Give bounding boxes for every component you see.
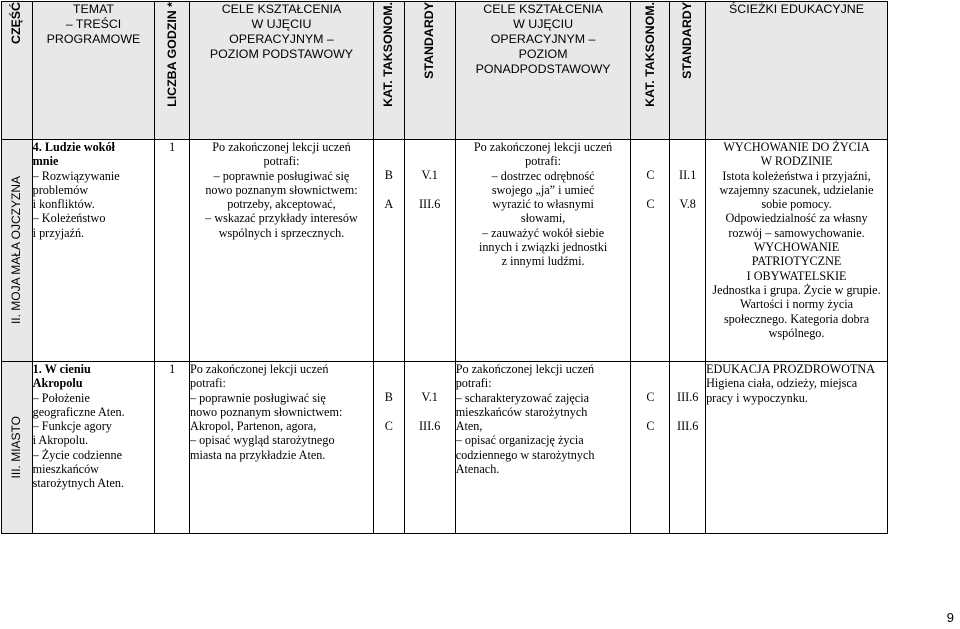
header-goals-advanced: CELE KSZTAŁCENIA W UJĘCIU OPERACYJNYM – POZIOM PONADPODSTAWOWY bbox=[455, 2, 631, 140]
hours-cell: 1 bbox=[155, 140, 190, 362]
topic-title: 1. W cieniu Akropolu bbox=[32, 362, 91, 391]
header-row bbox=[2, 2, 888, 140]
taxonomy-cell: B A bbox=[373, 140, 404, 362]
topic-cell: 1. W cieniu Akropolu – Położenie geograficzne Aten. – Funkcje agory i Akropolu. – Życie codzienne mieszkańców starożytnych Aten. bbox=[32, 362, 155, 534]
header-taxonomy-1: KAT. TAKSONOM. bbox=[373, 2, 404, 140]
header-topic: TEMAT – TREŚCI PROGRAMOWE bbox=[32, 2, 155, 140]
header-standards-2: STANDARDY bbox=[670, 2, 706, 140]
standards-cell: V.1 III.6 bbox=[404, 362, 455, 534]
standards-cell: II.1 V.8 bbox=[670, 140, 706, 362]
section-label: III. MIASTO bbox=[2, 362, 33, 534]
advanced-goals-cell: Po zakończonej lekcji uczeń potrafi: – dostrzec odrębność swojego „ja” i umieć wyrazić to własnymi słowami, – zauważyć wokół siebie innych i związki jednostki z innymi ludźmi. bbox=[455, 140, 631, 362]
header-paths: ŚCIEŻKI EDUKACYJNE bbox=[706, 2, 888, 140]
basic-goals-cell: Po zakończonej lekcji uczeń potrafi: – poprawnie posługiwać się nowo poznanym słownictwem: Akropol, Partenon, agora, – opisać wygląd starożytnego miasta na przykładzie Aten. bbox=[190, 362, 374, 534]
header-hours: LICZBA GODZIN * bbox=[155, 2, 190, 140]
table-row bbox=[2, 362, 888, 534]
header-goals-basic: CELE KSZTAŁCENIA W UJĘCIU OPERACYJNYM – POZIOM PODSTAWOWY bbox=[190, 2, 374, 140]
standards-cell: V.1 III.6 bbox=[404, 140, 455, 362]
header-standards-1: STANDARDY bbox=[404, 2, 455, 140]
table-row bbox=[2, 140, 888, 362]
advanced-goals-cell: Po zakończonej lekcji uczeń potrafi: – scharakteryzować zajęcia mieszkańców starożytnych Aten, – opisać organizację życia codziennego w starożytnych Atenach. bbox=[455, 362, 631, 534]
paths-cell: EDUKACJA PROZDROWOTNA Higiena ciała, odzieży, miejsca pracy i wypoczynku. bbox=[706, 362, 888, 534]
taxonomy-cell: B C bbox=[373, 362, 404, 534]
standards-cell: III.6 III.6 bbox=[670, 362, 706, 534]
taxonomy-cell: C C bbox=[631, 362, 670, 534]
paths-cell: WYCHOWANIE DO ŻYCIA W RODZINIE Istota koleżeństwa i przyjaźni, wzajemny szacunek, udzielanie sobie pomocy. Odpowiedzialność za własny rozwój – samowychowanie. WYCHOWANIE PATRIOTYCZNE I OBYWATELSKIE Jednostka i grupa. Życie w grupie. Wartości i normy życia społecznego. Kategoria dobra wspólnego. bbox=[706, 140, 888, 362]
page-number: 9 bbox=[946, 610, 954, 625]
topic-cell: 4. Ludzie wokół mnie – Rozwiązywanie problemów i konfliktów. – Koleżeństwo i przyjaźń. bbox=[32, 140, 155, 362]
header-taxonomy-2: KAT. TAKSONOM. bbox=[631, 2, 670, 140]
basic-goals-cell: Po zakończonej lekcji uczeń potrafi: – poprawnie posługiwać się nowo poznanym słownictwem: potrzeby, akceptować, – wskazać przykłady interesów wspólnych i sprzecznych. bbox=[190, 140, 374, 362]
section-label: II. MOJA MAŁA OJCZYZNA bbox=[2, 140, 33, 362]
taxonomy-cell: C C bbox=[631, 140, 670, 362]
curriculum-table bbox=[1, 1, 888, 534]
header-part: CZĘŚĆ bbox=[2, 2, 33, 140]
hours-cell: 1 bbox=[155, 362, 190, 534]
topic-title: 4. Ludzie wokół mnie bbox=[32, 140, 115, 169]
